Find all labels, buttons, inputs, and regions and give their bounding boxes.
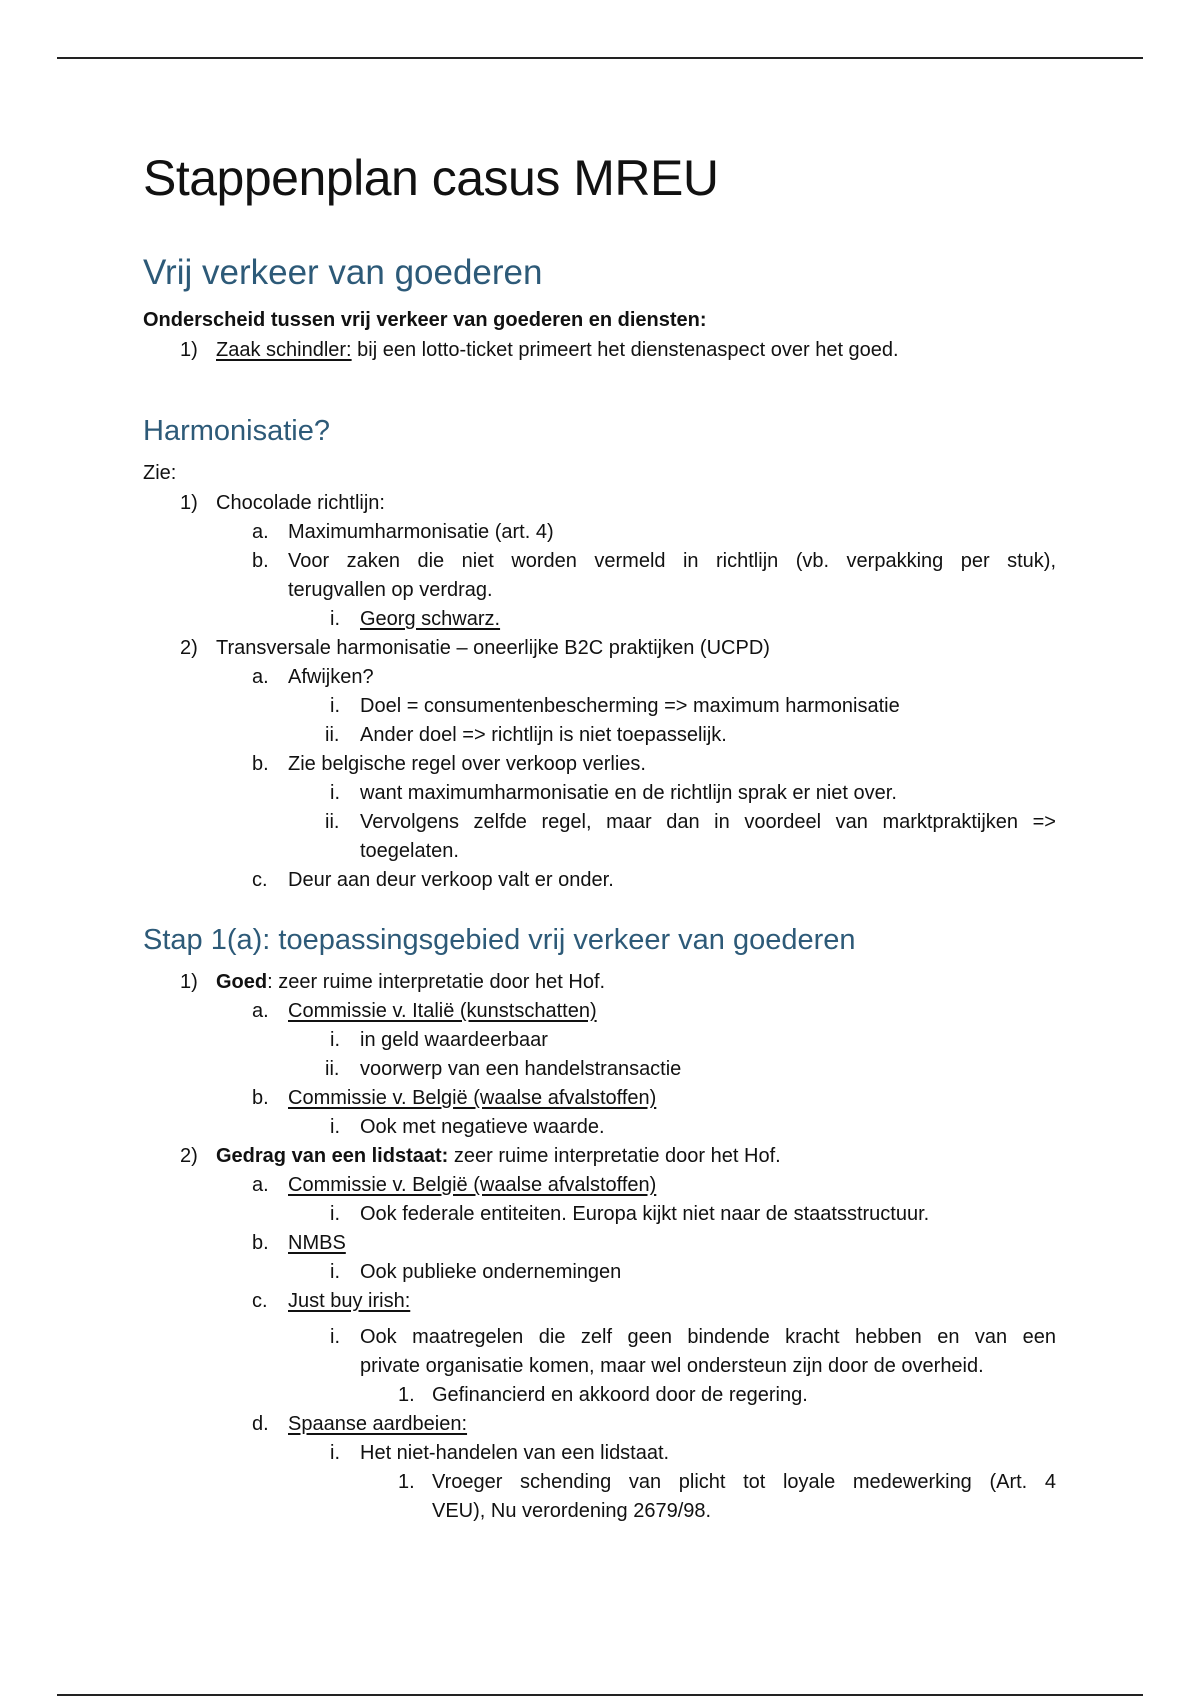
list-marker: c. <box>252 869 268 891</box>
list-item-continuation: VEU), Nu verordening 2679/98. <box>432 1500 712 1522</box>
list-item: Vervolgens zelfde regel, maar dan in voordeel van marktpraktijken => <box>360 811 1056 833</box>
case-reference: Spaanse aardbeien: <box>288 1413 468 1435</box>
list-item: Ook met negatieve waarde. <box>360 1116 605 1138</box>
list-item-text: : zeer ruime interpretatie door het Hof. <box>267 971 606 993</box>
list-item: Zie belgische regel over verkoop verlies. <box>288 753 646 775</box>
zie-label: Zie: <box>143 462 177 484</box>
list-item: Ook federale entiteiten. Europa kijkt niet naar de staatsstructuur. <box>360 1203 930 1225</box>
list-marker: i. <box>330 608 340 630</box>
list-item: Voor zaken die niet worden vermeld in richtlijn (vb. verpakking per stuk), <box>288 550 1056 572</box>
list-item <box>216 1143 781 1169</box>
page-title: Stappenplan casus MREU <box>143 150 719 206</box>
list-item: Chocolade richtlijn: <box>216 492 385 514</box>
case-reference: Zaak schindler: <box>216 339 352 361</box>
section1-intro: Onderscheid tussen vrij verkeer van goederen en diensten: <box>143 309 707 331</box>
list-marker: ii. <box>325 1058 340 1080</box>
section-heading-stap-1a: Stap 1(a): toepassingsgebied vrij verkeer van goederen <box>143 924 856 956</box>
list-item: Ander doel => richtlijn is niet toepasselijk. <box>360 724 727 746</box>
list-marker: a. <box>252 521 269 543</box>
list-marker: 1) <box>180 492 198 514</box>
list-item: Vroeger schending van plicht tot loyale medewerking (Art. 4 <box>432 1471 1056 1493</box>
list-item: Deur aan deur verkoop valt er onder. <box>288 869 614 891</box>
list-marker: i. <box>330 1116 340 1138</box>
list-marker: a. <box>252 666 269 688</box>
list-item: Ook publieke ondernemingen <box>360 1261 622 1283</box>
case-reference: Commissie v. Italië (kunstschatten) <box>288 1000 597 1022</box>
list-marker: b. <box>252 1232 269 1254</box>
list-item-continuation: terugvallen op verdrag. <box>288 579 493 601</box>
list-marker: a. <box>252 1174 269 1196</box>
case-reference: Georg schwarz. <box>360 608 501 630</box>
list-marker: 2) <box>180 1145 198 1167</box>
list-marker: d. <box>252 1413 269 1435</box>
list-marker: a. <box>252 1000 269 1022</box>
list-item-continuation: private organisatie komen, maar wel ondersteun zijn door de overheid. <box>360 1355 984 1377</box>
list-item-text: zeer ruime interpretatie door het Hof. <box>448 1145 781 1167</box>
list-item: Ook maatregelen die zelf geen bindende kracht hebben en van een <box>360 1326 1056 1348</box>
section-heading-vrij-verkeer: Vrij verkeer van goederen <box>143 253 543 292</box>
bold-term: Goed <box>216 971 268 993</box>
case-reference: Commissie v. België (waalse afvalstoffen) <box>288 1174 657 1196</box>
list-item: Transversale harmonisatie – oneerlijke B2C praktijken (UCPD) <box>216 637 770 659</box>
list-marker: b. <box>252 550 269 572</box>
bottom-rule <box>57 1694 1143 1696</box>
list-marker: 1) <box>180 339 198 361</box>
list-marker: i. <box>330 1203 340 1225</box>
list-marker: i. <box>330 1442 340 1464</box>
list-marker: b. <box>252 753 269 775</box>
list-marker: i. <box>330 695 340 717</box>
list-marker: b. <box>252 1087 269 1109</box>
list-marker: 1. <box>398 1471 415 1493</box>
list-marker: i. <box>330 782 340 804</box>
list-item: Afwijken? <box>288 666 374 688</box>
list-item: Het niet-handelen van een lidstaat. <box>360 1442 670 1464</box>
list-marker: 1) <box>180 971 198 993</box>
list-item <box>216 969 605 995</box>
list-item: Doel = consumentenbescherming => maximum harmonisatie <box>360 695 900 717</box>
list-marker: i. <box>330 1326 340 1348</box>
case-reference: NMBS <box>288 1232 346 1254</box>
list-marker: 1. <box>398 1384 415 1406</box>
list-item: in geld waardeerbaar <box>360 1029 548 1051</box>
list-item: voorwerp van een handelstransactie <box>360 1058 682 1080</box>
list-item: Maximumharmonisatie (art. 4) <box>288 521 554 543</box>
bold-term: Gedrag van een lidstaat: <box>216 1145 449 1167</box>
list-item-continuation: toegelaten. <box>360 840 459 862</box>
top-rule <box>57 57 1143 59</box>
list-marker: ii. <box>325 811 340 833</box>
list-item: Gefinancierd en akkoord door de regering. <box>432 1384 808 1406</box>
list-marker: ii. <box>325 724 340 746</box>
list-item: want maximumharmonisatie en de richtlijn sprak er niet over. <box>360 782 897 804</box>
list-marker: c. <box>252 1290 268 1312</box>
list-marker: 2) <box>180 637 198 659</box>
section-heading-harmonisatie: Harmonisatie? <box>143 415 330 447</box>
list-marker: i. <box>330 1029 340 1051</box>
case-reference: Commissie v. België (waalse afvalstoffen) <box>288 1087 657 1109</box>
list-item <box>216 337 899 363</box>
list-item-text: bij een lotto-ticket primeert het dienstenaspect over het goed. <box>351 339 899 361</box>
list-marker: i. <box>330 1261 340 1283</box>
case-reference: Just buy irish: <box>288 1290 411 1312</box>
